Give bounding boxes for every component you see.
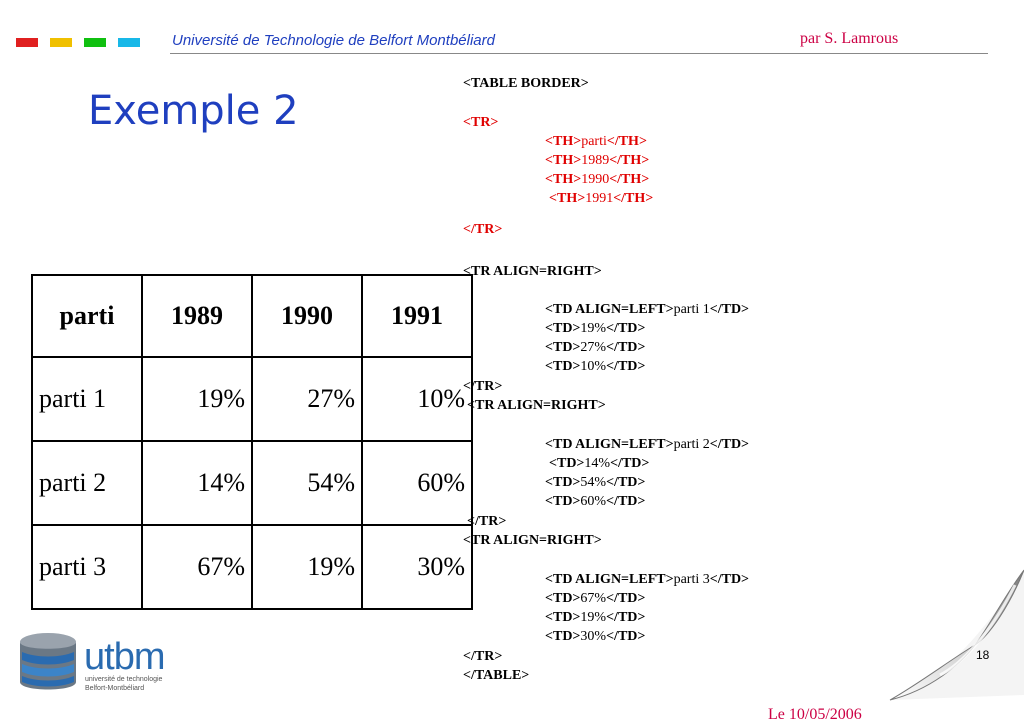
table-header: 1991 [362,275,472,357]
table-cell: parti 2 [32,441,142,525]
code-line: </TR> [463,649,503,664]
table-row [32,357,472,441]
utbm-logo-icon [16,630,80,700]
table-header: 1990 [252,275,362,357]
logo-subtitle: Belfort-Montbéliard [85,685,145,692]
code-line: </TR> [463,222,503,237]
code-line: <TH>1991</TH> [549,191,654,206]
footer-date: Le 10/05/2006 [768,706,862,723]
code-line: <TD ALIGN=LEFT>parti 1</TD> [545,302,750,317]
code-line: <TD>19%</TD> [545,610,646,625]
color-squares [16,38,140,47]
code-line: <TD>60%</TD> [545,494,646,509]
code-line: <TR> [463,115,499,130]
code-line: <TR ALIGN=RIGHT> [467,398,606,413]
code-line: <TD ALIGN=LEFT>parti 2</TD> [545,437,750,452]
red-square [16,38,38,47]
table-cell: 60% [362,441,472,525]
code-line: <TH>parti</TH> [545,134,647,149]
author: par S. Lamrous [800,30,899,47]
table-cell: 10% [362,357,472,441]
code-line: </TR> [467,514,507,529]
table-cell: 30% [362,525,472,609]
page-number: 18 [976,648,990,662]
code-line: <TD>30%</TD> [545,629,646,644]
code-line: </TR> [463,379,503,394]
logo-text: utbm [84,636,165,678]
code-line: <TH>1990</TH> [545,172,650,187]
university-name: Université de Technologie de Belfort Montbéliard [172,32,495,49]
code-line: <TH>1989</TH> [545,153,650,168]
page-title: Exemple 2 [88,88,299,134]
table-cell: 19% [252,525,362,609]
code-line: <TD>67%</TD> [545,591,646,606]
logo-subtitle: université de technologie [85,676,163,683]
yellow-square [50,38,72,47]
code-line: <TD>27%</TD> [545,340,646,355]
table-cell: 19% [142,357,252,441]
header-divider [170,53,988,54]
code-line: <TR ALIGN=RIGHT> [463,533,602,548]
code-line: <TD>10%</TD> [545,359,646,374]
example-table [31,274,473,610]
table-cell: 27% [252,357,362,441]
green-square [84,38,106,47]
table-header: 1989 [142,275,252,357]
table-cell: parti 1 [32,357,142,441]
table-header: parti [32,275,142,357]
code-line: <TABLE BORDER> [463,76,589,91]
table-cell: parti 3 [32,525,142,609]
code-line: <TD>19%</TD> [545,321,646,336]
code-line: <TD ALIGN=LEFT>parti 3</TD> [545,572,750,587]
code-line: </TABLE> [463,668,530,683]
table-row [32,441,472,525]
table-cell: 54% [252,441,362,525]
table-row [32,525,472,609]
page-curl-graphic [880,565,1024,705]
code-line: <TR ALIGN=RIGHT> [463,264,602,279]
code-line: <TD>14%</TD> [549,456,650,471]
table-cell: 14% [142,441,252,525]
code-line: <TD>54%</TD> [545,475,646,490]
cyan-square [118,38,140,47]
table-header-row [32,275,472,357]
table-cell: 67% [142,525,252,609]
